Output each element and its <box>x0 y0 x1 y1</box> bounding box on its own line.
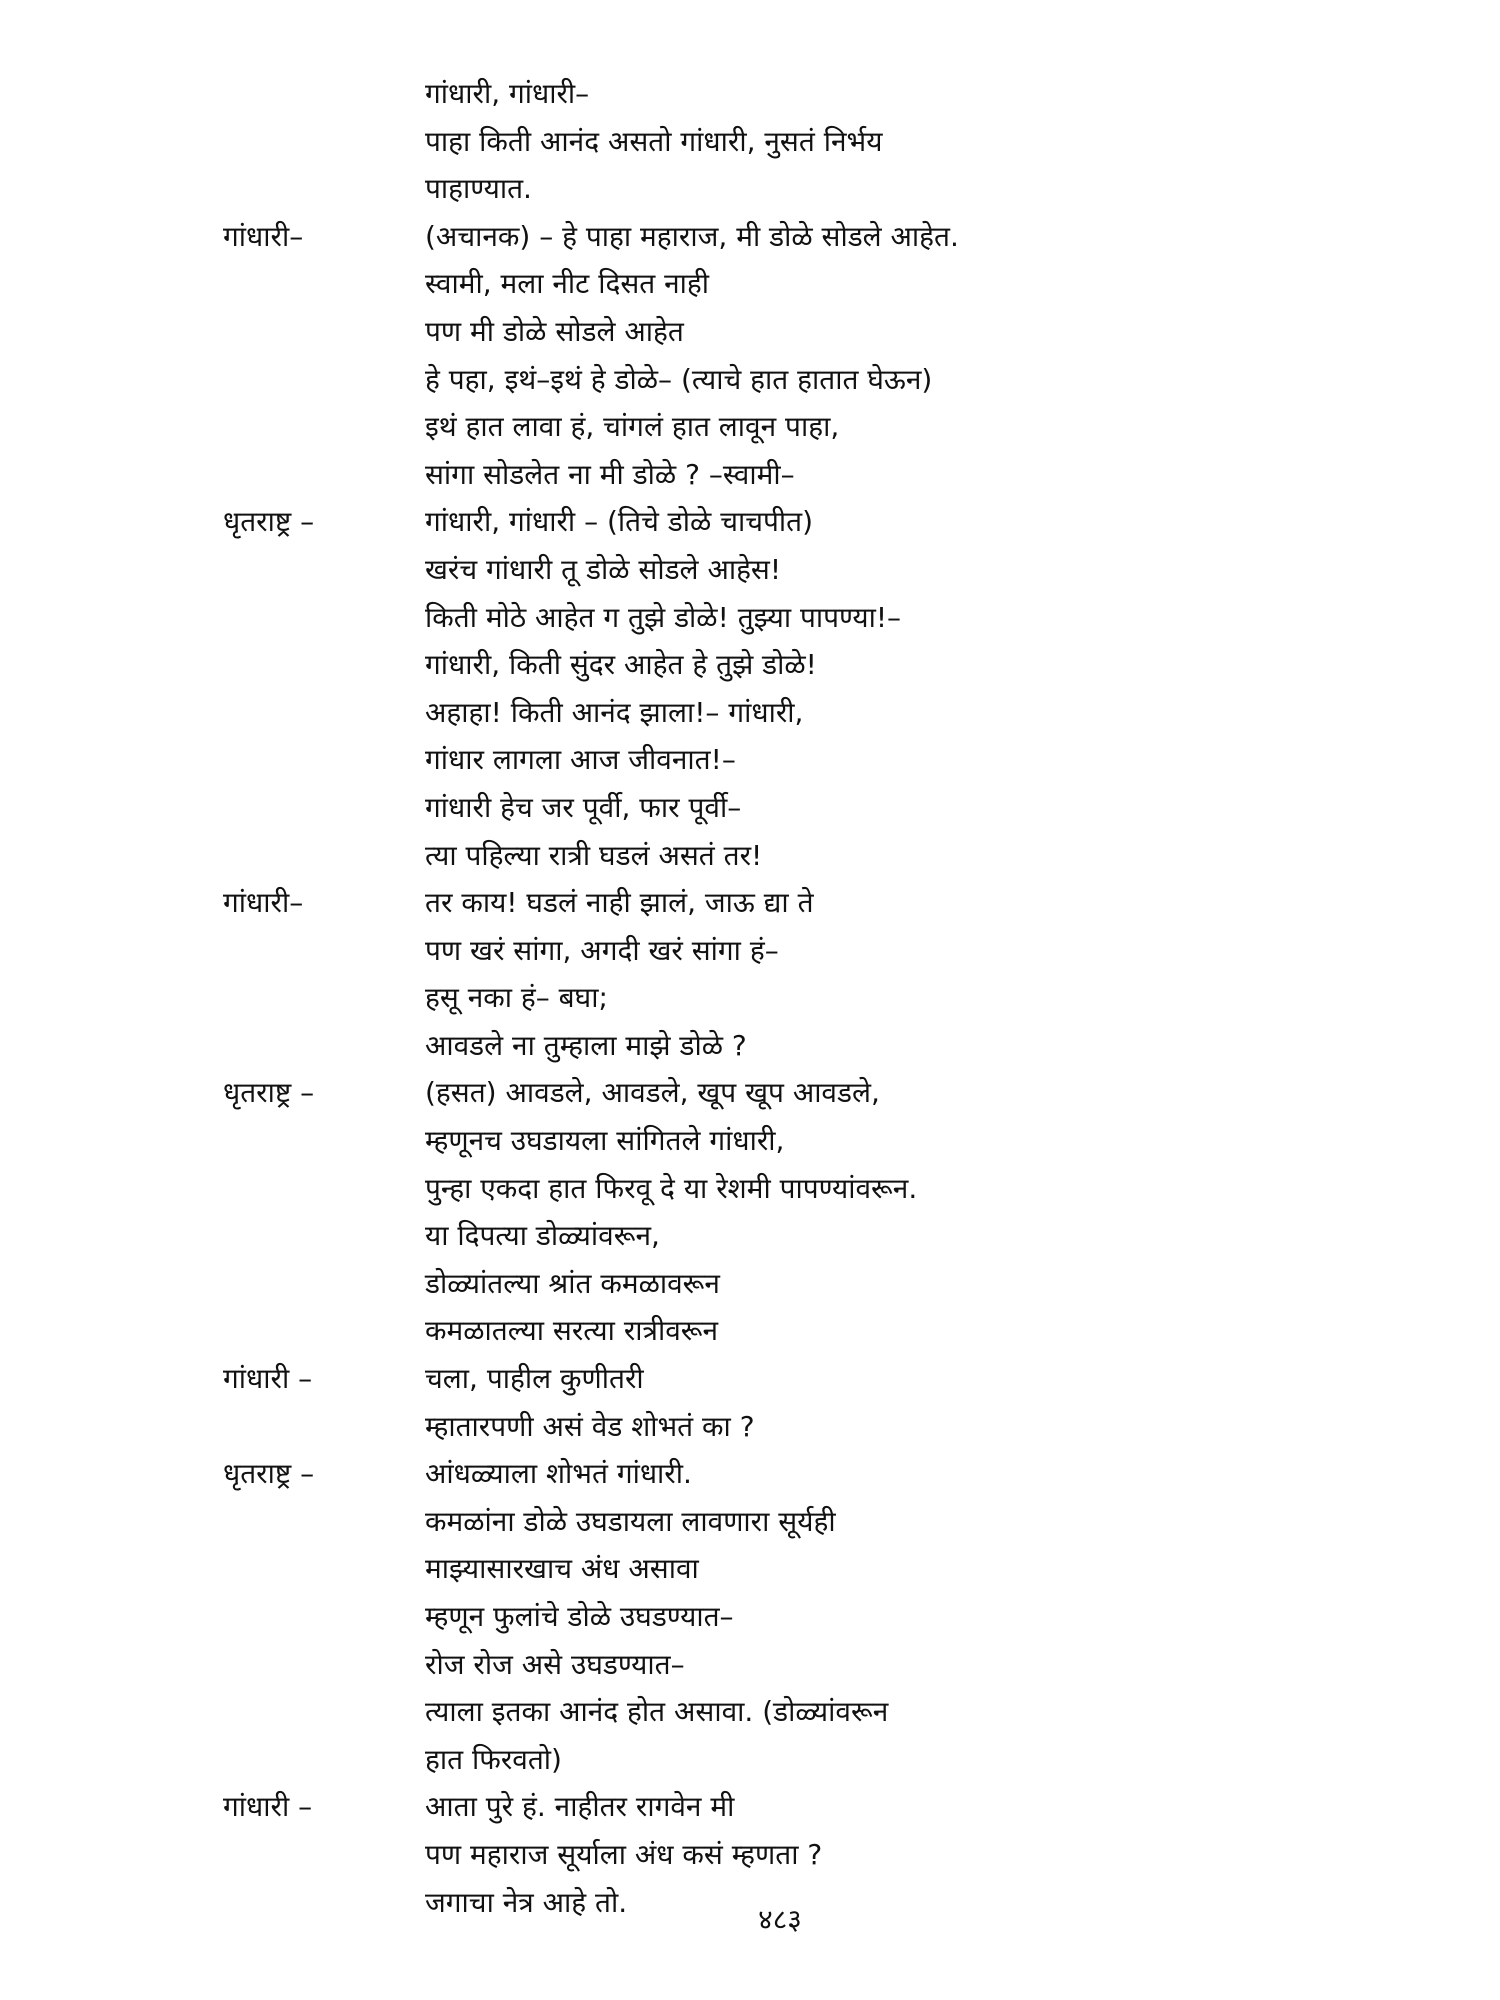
dialogue-text: त्याला इतका आनंद होत असावा. (डोळ्यांवरून <box>425 1695 889 1729</box>
dialogue-text: पाहा किती आनंद असतो गांधारी, नुसतं निर्भय <box>425 124 883 158</box>
dialogue-text: सांगा सोडलेत ना मी डोळे ? –स्वामी– <box>425 457 795 491</box>
dialogue-text: जगाचा नेत्र आहे तो. <box>425 1885 628 1919</box>
script-line <box>0 832 1500 880</box>
script-line <box>0 1831 1500 1879</box>
page-number: ४८३ <box>758 1903 802 1936</box>
dialogue-text: किती मोठे आहेत ग तुझे डोळे! तुझ्या पापण्या!– <box>425 600 902 634</box>
dialogue-text: त्या पहिल्या रात्री घडलं असतं तर! <box>425 838 763 872</box>
speaker-name: गांधारी – <box>223 1362 313 1396</box>
dialogue-text: गांधारी हेच जर पूर्वी, फार पूर्वी– <box>425 790 742 824</box>
dialogue-text: कमळातल्या सरत्या रात्रीवरून <box>425 1314 719 1348</box>
script-line <box>0 1688 1500 1736</box>
script-line <box>0 689 1500 737</box>
script-line <box>0 165 1500 213</box>
script-line <box>0 879 1500 927</box>
speaker-name: गांधारी – <box>223 1790 313 1824</box>
dialogue-text: हे पहा, इथं–इथं हे डोळे– (त्याचे हात हातात घेऊन) <box>425 362 933 396</box>
script-line <box>0 213 1500 261</box>
speaker-name: धृतराष्ट्र – <box>223 505 315 539</box>
script-line <box>0 927 1500 975</box>
dialogue-text: या दिपत्या डोळ्यांवरून, <box>425 1219 660 1253</box>
dialogue-text: अहाहा! किती आनंद झाला!– गांधारी, <box>425 695 804 729</box>
script-line <box>0 1260 1500 1308</box>
script-line <box>0 1736 1500 1784</box>
dialogue-text: आवडले ना तुम्हाला माझे डोळे ? <box>425 1028 747 1062</box>
dialogue-text: पण मी डोळे सोडले आहेत <box>425 314 684 348</box>
script-line <box>0 1307 1500 1355</box>
dialogue-text: (अचानक) – हे पाहा महाराज, मी डोळे सोडले आहेत. <box>425 219 959 253</box>
script-line <box>0 1355 1500 1403</box>
script-line <box>0 1641 1500 1689</box>
script-line <box>0 1403 1500 1451</box>
dialogue-text: म्हातारपणी असं वेड शोभतं का ? <box>425 1409 755 1443</box>
script-line <box>0 118 1500 166</box>
script-line <box>0 546 1500 594</box>
script-line <box>0 451 1500 499</box>
dialogue-text: पण महाराज सूर्याला अंध कसं म्हणता ? <box>425 1837 823 1871</box>
script-line <box>0 1450 1500 1498</box>
dialogue-text: पाहाण्यात. <box>425 172 532 206</box>
script-line <box>0 974 1500 1022</box>
script-line <box>0 1212 1500 1260</box>
script-line <box>0 1498 1500 1546</box>
dialogue-text: गांधारी, गांधारी– <box>425 77 590 110</box>
dialogue-text: आता पुरे हं. नाहीतर रागवेन मी <box>425 1790 735 1824</box>
dialogue-text: आंधळ्याला शोभतं गांधारी. <box>425 1457 692 1491</box>
script-line <box>0 1117 1500 1165</box>
dialogue-text: डोळ्यांतल्या श्रांत कमळावरून <box>425 1266 720 1300</box>
script-line <box>0 1783 1500 1831</box>
dialogue-text: गांधारी, गांधारी – (तिचे डोळे चाचपीत) <box>425 505 814 539</box>
dialogue-text: हसू नका हं– बघा; <box>425 981 608 1015</box>
dialogue-text: कमळांना डोळे उघडायला लावणारा सूर्यही <box>425 1504 836 1538</box>
script-line <box>0 784 1500 832</box>
script-line <box>0 1545 1500 1593</box>
script-line <box>0 594 1500 642</box>
dialogue-text: पण खरं सांगा, अगदी खरं सांगा हं– <box>425 933 779 967</box>
dialogue-text: स्वामी, मला नीट दिसत नाही <box>425 267 710 301</box>
speaker-name: गांधारी– <box>223 219 304 253</box>
script-line <box>0 308 1500 356</box>
speaker-name: धृतराष्ट्र – <box>223 1076 315 1110</box>
script-line <box>0 641 1500 689</box>
dialogue-text: हात फिरवतो) <box>425 1742 562 1776</box>
dialogue-text: खरंच गांधारी तू डोळे सोडले आहेस! <box>425 552 782 586</box>
dialogue-text: पुन्हा एकदा हात फिरवू दे या रेशमी पापण्यांवरून. <box>425 1171 918 1205</box>
script-line <box>0 736 1500 784</box>
dialogue-text: चला, पाहील कुणीतरी <box>425 1362 644 1396</box>
script-line <box>0 1165 1500 1213</box>
speaker-name: गांधारी– <box>223 886 304 920</box>
dialogue-text: गांधारी, किती सुंदर आहेत हे तुझे डोळे! <box>425 648 817 682</box>
dialogue-text: इथं हात लावा हं, चांगलं हात लावून पाहा, <box>425 410 840 444</box>
script-line <box>0 1022 1500 1070</box>
speaker-name: धृतराष्ट्र – <box>223 1457 315 1491</box>
dialogue-text: म्हणून फुलांचे डोळे उघडण्यात– <box>425 1600 734 1633</box>
dialogue-text: (हसत) आवडले, आवडले, खूप खूप आवडले, <box>425 1076 880 1110</box>
dialogue-text: तर काय! घडलं नाही झालं, जाऊ द्या ते <box>425 886 814 920</box>
script-line <box>0 1593 1500 1641</box>
play-script-text <box>0 70 1500 1926</box>
dialogue-text: रोज रोज असे उघडण्यात– <box>425 1647 685 1681</box>
script-line <box>0 356 1500 404</box>
dialogue-text: गांधार लागला आज जीवनात!– <box>425 743 736 777</box>
dialogue-text: म्हणूनच उघडायला सांगितले गांधारी, <box>425 1124 785 1158</box>
script-line <box>0 70 1500 118</box>
script-line <box>0 1069 1500 1117</box>
dialogue-text: माझ्यासारखाच अंध असावा <box>425 1552 699 1586</box>
script-line <box>0 260 1500 308</box>
script-line <box>0 498 1500 546</box>
script-line <box>0 403 1500 451</box>
